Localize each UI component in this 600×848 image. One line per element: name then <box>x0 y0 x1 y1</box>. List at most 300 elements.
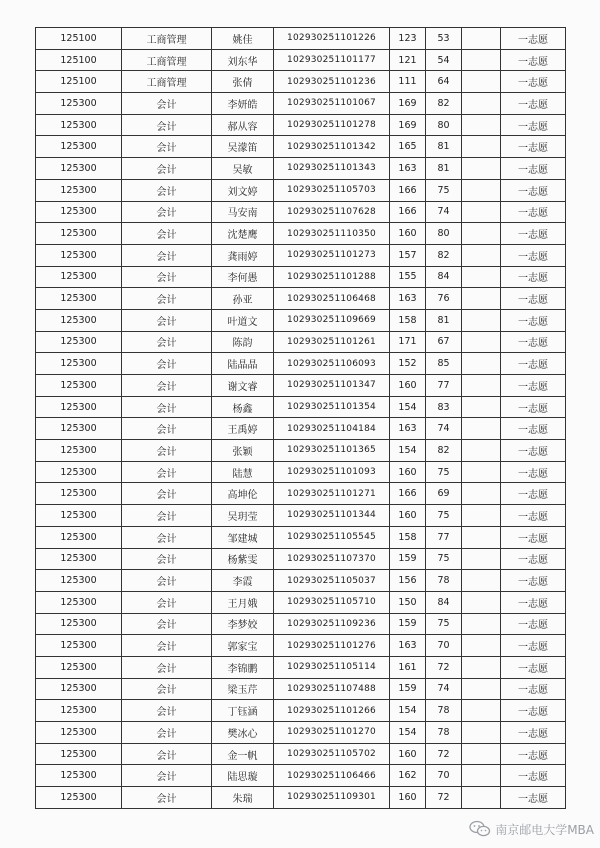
program-code-cell: 125300 <box>36 700 122 722</box>
initial-score-cell: 162 <box>390 765 426 787</box>
blank-cell <box>462 158 501 180</box>
blank-cell <box>462 93 501 115</box>
choice-cell: 一志愿 <box>501 179 566 201</box>
choice-cell: 一志愿 <box>501 375 566 397</box>
blank-cell <box>462 570 501 592</box>
name-cell: 吴敏 <box>212 158 274 180</box>
program-code-cell: 125300 <box>36 526 122 548</box>
watermark-text: 南京邮电大学MBA <box>495 822 594 837</box>
program-code-cell: 125300 <box>36 505 122 527</box>
retest-score-cell: 84 <box>426 591 462 613</box>
table-row <box>36 787 566 809</box>
program-code-cell: 125300 <box>36 548 122 570</box>
name-cell: 马安南 <box>212 201 274 223</box>
table-row <box>36 136 566 158</box>
choice-cell: 一志愿 <box>501 548 566 570</box>
exam-id-cell: 102930251101365 <box>274 440 390 462</box>
exam-id-cell: 102930251101288 <box>274 266 390 288</box>
major-cell: 会计 <box>122 505 212 527</box>
retest-score-cell: 81 <box>426 158 462 180</box>
initial-score-cell: 163 <box>390 158 426 180</box>
name-cell: 张颖 <box>212 440 274 462</box>
exam-id-cell: 102930251107488 <box>274 678 390 700</box>
program-code-cell: 125300 <box>36 461 122 483</box>
retest-score-cell: 70 <box>426 635 462 657</box>
exam-id-cell: 102930251105545 <box>274 526 390 548</box>
table-row <box>36 505 566 527</box>
program-code-cell: 125300 <box>36 483 122 505</box>
name-cell: 刘东华 <box>212 49 274 71</box>
retest-score-cell: 69 <box>426 483 462 505</box>
blank-cell <box>462 266 501 288</box>
name-cell: 樊冰心 <box>212 722 274 744</box>
watermark <box>469 820 594 838</box>
initial-score-cell: 166 <box>390 483 426 505</box>
program-code-cell: 125300 <box>36 743 122 765</box>
table-row <box>36 396 566 418</box>
retest-score-cell: 77 <box>426 526 462 548</box>
exam-id-cell: 102930251101354 <box>274 396 390 418</box>
blank-cell <box>462 136 501 158</box>
blank-cell <box>462 201 501 223</box>
initial-score-cell: 111 <box>390 71 426 93</box>
wechat-icon <box>469 820 491 838</box>
blank-cell <box>462 223 501 245</box>
initial-score-cell: 166 <box>390 201 426 223</box>
retest-score-cell: 75 <box>426 548 462 570</box>
program-code-cell: 125300 <box>36 613 122 635</box>
choice-cell: 一志愿 <box>501 353 566 375</box>
major-cell: 会计 <box>122 136 212 158</box>
table-row <box>36 223 566 245</box>
major-cell: 会计 <box>122 613 212 635</box>
program-code-cell: 125300 <box>36 179 122 201</box>
major-cell: 工商管理 <box>122 28 212 50</box>
retest-score-cell: 72 <box>426 787 462 809</box>
initial-score-cell: 123 <box>390 28 426 50</box>
choice-cell: 一志愿 <box>501 440 566 462</box>
choice-cell: 一志愿 <box>501 678 566 700</box>
choice-cell: 一志愿 <box>501 223 566 245</box>
name-cell: 梁玉芹 <box>212 678 274 700</box>
exam-id-cell: 102930251105114 <box>274 656 390 678</box>
table-row <box>36 722 566 744</box>
retest-score-cell: 75 <box>426 613 462 635</box>
name-cell: 金一帆 <box>212 743 274 765</box>
exam-id-cell: 102930251105710 <box>274 591 390 613</box>
table-row <box>36 526 566 548</box>
table-row <box>36 483 566 505</box>
exam-id-cell: 102930251101177 <box>274 49 390 71</box>
blank-cell <box>462 635 501 657</box>
initial-score-cell: 150 <box>390 591 426 613</box>
major-cell: 会计 <box>122 114 212 136</box>
name-cell: 高坤伦 <box>212 483 274 505</box>
retest-score-cell: 78 <box>426 570 462 592</box>
retest-score-cell: 72 <box>426 656 462 678</box>
major-cell: 会计 <box>122 700 212 722</box>
initial-score-cell: 169 <box>390 93 426 115</box>
exam-id-cell: 102930251101344 <box>274 505 390 527</box>
blank-cell <box>462 288 501 310</box>
initial-score-cell: 155 <box>390 266 426 288</box>
major-cell: 会计 <box>122 179 212 201</box>
choice-cell: 一志愿 <box>501 244 566 266</box>
choice-cell: 一志愿 <box>501 93 566 115</box>
blank-cell <box>462 28 501 50</box>
choice-cell: 一志愿 <box>501 28 566 50</box>
retest-score-cell: 53 <box>426 28 462 50</box>
major-cell: 会计 <box>122 591 212 613</box>
table-row <box>36 570 566 592</box>
major-cell: 会计 <box>122 266 212 288</box>
table-row <box>36 28 566 50</box>
exam-id-cell: 102930251101276 <box>274 635 390 657</box>
choice-cell: 一志愿 <box>501 288 566 310</box>
major-cell: 会计 <box>122 244 212 266</box>
major-cell: 会计 <box>122 93 212 115</box>
exam-id-cell: 102930251105702 <box>274 743 390 765</box>
name-cell: 陈韵 <box>212 331 274 353</box>
initial-score-cell: 156 <box>390 570 426 592</box>
exam-id-cell: 102930251101236 <box>274 71 390 93</box>
blank-cell <box>462 418 501 440</box>
blank-cell <box>462 353 501 375</box>
exam-id-cell: 102930251106468 <box>274 288 390 310</box>
table-row <box>36 548 566 570</box>
choice-cell: 一志愿 <box>501 591 566 613</box>
table-row <box>36 418 566 440</box>
exam-id-cell: 102930251101278 <box>274 114 390 136</box>
choice-cell: 一志愿 <box>501 613 566 635</box>
name-cell: 谢文睿 <box>212 375 274 397</box>
retest-score-cell: 83 <box>426 396 462 418</box>
blank-cell <box>462 440 501 462</box>
retest-score-cell: 72 <box>426 743 462 765</box>
choice-cell: 一志愿 <box>501 461 566 483</box>
table-row <box>36 309 566 331</box>
initial-score-cell: 154 <box>390 440 426 462</box>
choice-cell: 一志愿 <box>501 526 566 548</box>
choice-cell: 一志愿 <box>501 396 566 418</box>
name-cell: 李锦鹏 <box>212 656 274 678</box>
retest-score-cell: 54 <box>426 49 462 71</box>
program-code-cell: 125300 <box>36 353 122 375</box>
major-cell: 会计 <box>122 787 212 809</box>
choice-cell: 一志愿 <box>501 483 566 505</box>
exam-id-cell: 102930251101271 <box>274 483 390 505</box>
exam-id-cell: 102930251109301 <box>274 787 390 809</box>
blank-cell <box>462 505 501 527</box>
blank-cell <box>462 591 501 613</box>
exam-id-cell: 102930251101343 <box>274 158 390 180</box>
initial-score-cell: 157 <box>390 244 426 266</box>
table-row <box>36 114 566 136</box>
initial-score-cell: 166 <box>390 179 426 201</box>
exam-id-cell: 102930251101342 <box>274 136 390 158</box>
table-row <box>36 93 566 115</box>
name-cell: 张倩 <box>212 71 274 93</box>
choice-cell: 一志愿 <box>501 331 566 353</box>
choice-cell: 一志愿 <box>501 418 566 440</box>
name-cell: 朱瑞 <box>212 787 274 809</box>
choice-cell: 一志愿 <box>501 505 566 527</box>
major-cell: 会计 <box>122 548 212 570</box>
blank-cell <box>462 765 501 787</box>
program-code-cell: 125300 <box>36 591 122 613</box>
table-row <box>36 158 566 180</box>
major-cell: 会计 <box>122 309 212 331</box>
major-cell: 会计 <box>122 158 212 180</box>
choice-cell: 一志愿 <box>501 114 566 136</box>
name-cell: 李妍皓 <box>212 93 274 115</box>
major-cell: 会计 <box>122 375 212 397</box>
name-cell: 孙亚 <box>212 288 274 310</box>
retest-score-cell: 81 <box>426 136 462 158</box>
exam-id-cell: 102930251101266 <box>274 700 390 722</box>
program-code-cell: 125300 <box>36 288 122 310</box>
initial-score-cell: 159 <box>390 548 426 570</box>
major-cell: 会计 <box>122 743 212 765</box>
admission-table <box>35 27 566 809</box>
program-code-cell: 125300 <box>36 678 122 700</box>
initial-score-cell: 158 <box>390 309 426 331</box>
name-cell: 杨紫雯 <box>212 548 274 570</box>
initial-score-cell: 160 <box>390 787 426 809</box>
exam-id-cell: 102930251101347 <box>274 375 390 397</box>
initial-score-cell: 163 <box>390 288 426 310</box>
table-row <box>36 266 566 288</box>
exam-id-cell: 102930251101093 <box>274 461 390 483</box>
exam-id-cell: 102930251101067 <box>274 93 390 115</box>
blank-cell <box>462 700 501 722</box>
blank-cell <box>462 179 501 201</box>
choice-cell: 一志愿 <box>501 722 566 744</box>
blank-cell <box>462 787 501 809</box>
program-code-cell: 125300 <box>36 158 122 180</box>
major-cell: 会计 <box>122 526 212 548</box>
exam-id-cell: 102930251106093 <box>274 353 390 375</box>
blank-cell <box>462 396 501 418</box>
name-cell: 叶道文 <box>212 309 274 331</box>
initial-score-cell: 161 <box>390 656 426 678</box>
program-code-cell: 125300 <box>36 244 122 266</box>
exam-id-cell: 102930251110350 <box>274 223 390 245</box>
exam-id-cell: 102930251107370 <box>274 548 390 570</box>
choice-cell: 一志愿 <box>501 656 566 678</box>
blank-cell <box>462 483 501 505</box>
major-cell: 会计 <box>122 288 212 310</box>
choice-cell: 一志愿 <box>501 743 566 765</box>
initial-score-cell: 159 <box>390 678 426 700</box>
blank-cell <box>462 49 501 71</box>
blank-cell <box>462 375 501 397</box>
retest-score-cell: 74 <box>426 678 462 700</box>
name-cell: 丁钰涵 <box>212 700 274 722</box>
exam-id-cell: 102930251101261 <box>274 331 390 353</box>
program-code-cell: 125100 <box>36 71 122 93</box>
retest-score-cell: 74 <box>426 201 462 223</box>
blank-cell <box>462 114 501 136</box>
program-code-cell: 125300 <box>36 765 122 787</box>
initial-score-cell: 169 <box>390 114 426 136</box>
table-row <box>36 179 566 201</box>
major-cell: 工商管理 <box>122 71 212 93</box>
choice-cell: 一志愿 <box>501 266 566 288</box>
retest-score-cell: 75 <box>426 179 462 201</box>
choice-cell: 一志愿 <box>501 309 566 331</box>
retest-score-cell: 78 <box>426 722 462 744</box>
name-cell: 李何愚 <box>212 266 274 288</box>
program-code-cell: 125300 <box>36 396 122 418</box>
name-cell: 李梦姣 <box>212 613 274 635</box>
initial-score-cell: 171 <box>390 331 426 353</box>
initial-score-cell: 165 <box>390 136 426 158</box>
table-row <box>36 331 566 353</box>
table-row <box>36 743 566 765</box>
initial-score-cell: 159 <box>390 613 426 635</box>
retest-score-cell: 85 <box>426 353 462 375</box>
major-cell: 会计 <box>122 418 212 440</box>
retest-score-cell: 76 <box>426 288 462 310</box>
choice-cell: 一志愿 <box>501 136 566 158</box>
major-cell: 会计 <box>122 223 212 245</box>
name-cell: 吴玥莹 <box>212 505 274 527</box>
major-cell: 会计 <box>122 461 212 483</box>
initial-score-cell: 160 <box>390 505 426 527</box>
table-row <box>36 353 566 375</box>
choice-cell: 一志愿 <box>501 635 566 657</box>
name-cell: 陆慧 <box>212 461 274 483</box>
name-cell: 陆晶晶 <box>212 353 274 375</box>
table-row <box>36 700 566 722</box>
major-cell: 工商管理 <box>122 49 212 71</box>
major-cell: 会计 <box>122 678 212 700</box>
choice-cell: 一志愿 <box>501 201 566 223</box>
initial-score-cell: 160 <box>390 743 426 765</box>
program-code-cell: 125300 <box>36 375 122 397</box>
choice-cell: 一志愿 <box>501 787 566 809</box>
table-row <box>36 591 566 613</box>
name-cell: 陆思璇 <box>212 765 274 787</box>
table-row <box>36 461 566 483</box>
retest-score-cell: 82 <box>426 440 462 462</box>
exam-id-cell: 102930251105037 <box>274 570 390 592</box>
blank-cell <box>462 548 501 570</box>
retest-score-cell: 84 <box>426 266 462 288</box>
exam-id-cell: 102930251101226 <box>274 28 390 50</box>
choice-cell: 一志愿 <box>501 765 566 787</box>
initial-score-cell: 152 <box>390 353 426 375</box>
table-row <box>36 678 566 700</box>
name-cell: 王月娥 <box>212 591 274 613</box>
table-row <box>36 375 566 397</box>
exam-id-cell: 102930251101270 <box>274 722 390 744</box>
table-row <box>36 440 566 462</box>
name-cell: 刘文婷 <box>212 179 274 201</box>
table-row <box>36 288 566 310</box>
program-code-cell: 125100 <box>36 49 122 71</box>
name-cell: 姚佳 <box>212 28 274 50</box>
initial-score-cell: 160 <box>390 223 426 245</box>
program-code-cell: 125300 <box>36 787 122 809</box>
program-code-cell: 125300 <box>36 223 122 245</box>
major-cell: 会计 <box>122 440 212 462</box>
major-cell: 会计 <box>122 570 212 592</box>
blank-cell <box>462 71 501 93</box>
major-cell: 会计 <box>122 483 212 505</box>
blank-cell <box>462 244 501 266</box>
retest-score-cell: 80 <box>426 223 462 245</box>
program-code-cell: 125300 <box>36 440 122 462</box>
blank-cell <box>462 526 501 548</box>
choice-cell: 一志愿 <box>501 158 566 180</box>
table-row <box>36 71 566 93</box>
retest-score-cell: 75 <box>426 461 462 483</box>
name-cell: 王禹婷 <box>212 418 274 440</box>
major-cell: 会计 <box>122 353 212 375</box>
major-cell: 会计 <box>122 765 212 787</box>
exam-id-cell: 102930251107628 <box>274 201 390 223</box>
table-row <box>36 765 566 787</box>
initial-score-cell: 163 <box>390 418 426 440</box>
initial-score-cell: 163 <box>390 635 426 657</box>
blank-cell <box>462 678 501 700</box>
exam-id-cell: 102930251106466 <box>274 765 390 787</box>
exam-id-cell: 102930251109669 <box>274 309 390 331</box>
program-code-cell: 125300 <box>36 570 122 592</box>
program-code-cell: 125300 <box>36 201 122 223</box>
major-cell: 会计 <box>122 656 212 678</box>
program-code-cell: 125300 <box>36 136 122 158</box>
blank-cell <box>462 331 501 353</box>
initial-score-cell: 160 <box>390 461 426 483</box>
blank-cell <box>462 743 501 765</box>
retest-score-cell: 78 <box>426 700 462 722</box>
blank-cell <box>462 309 501 331</box>
retest-score-cell: 74 <box>426 418 462 440</box>
program-code-cell: 125300 <box>36 93 122 115</box>
name-cell: 龚雨婷 <box>212 244 274 266</box>
initial-score-cell: 154 <box>390 722 426 744</box>
initial-score-cell: 158 <box>390 526 426 548</box>
retest-score-cell: 80 <box>426 114 462 136</box>
major-cell: 会计 <box>122 396 212 418</box>
program-code-cell: 125300 <box>36 309 122 331</box>
table-row <box>36 656 566 678</box>
exam-id-cell: 102930251104184 <box>274 418 390 440</box>
retest-score-cell: 82 <box>426 244 462 266</box>
program-code-cell: 125300 <box>36 331 122 353</box>
major-cell: 会计 <box>122 722 212 744</box>
program-code-cell: 125300 <box>36 635 122 657</box>
retest-score-cell: 70 <box>426 765 462 787</box>
exam-id-cell: 102930251101273 <box>274 244 390 266</box>
table-row <box>36 49 566 71</box>
retest-score-cell: 67 <box>426 331 462 353</box>
name-cell: 吴濛笛 <box>212 136 274 158</box>
table-row <box>36 613 566 635</box>
major-cell: 会计 <box>122 635 212 657</box>
choice-cell: 一志愿 <box>501 49 566 71</box>
table-row <box>36 244 566 266</box>
blank-cell <box>462 461 501 483</box>
program-code-cell: 125300 <box>36 114 122 136</box>
initial-score-cell: 160 <box>390 375 426 397</box>
name-cell: 邹建城 <box>212 526 274 548</box>
program-code-cell: 125300 <box>36 418 122 440</box>
blank-cell <box>462 722 501 744</box>
